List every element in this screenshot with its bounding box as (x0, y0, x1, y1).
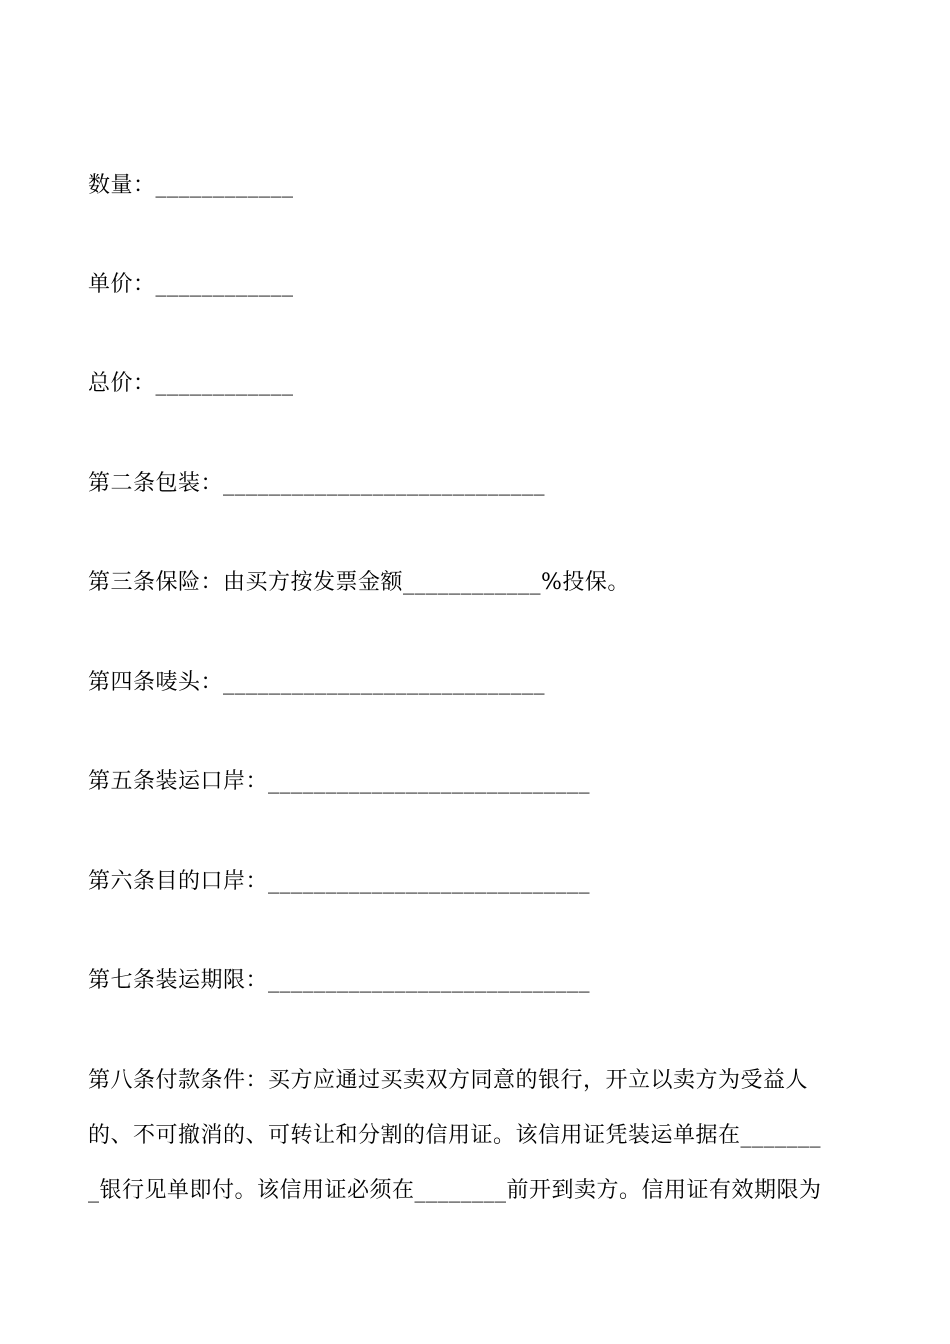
quantity-field: 数量：____________ (88, 173, 294, 198)
payment-line-3: _银行见单即付。该信用证必须在________前开到卖方。信用证有效期限为 (88, 1178, 822, 1203)
article-port-of-loading: 第五条装运口岸：____________________________ (88, 769, 591, 794)
article-time-of-shipment: 第七条装运期限：____________________________ (88, 968, 591, 993)
article-payment-terms (88, 1053, 864, 1218)
total-price-field: 总价：____________ (88, 371, 294, 396)
payment-line-1: 第八条付款条件：买方应通过买卖双方同意的银行，开立以卖方为受益人 (88, 1068, 809, 1093)
unit-price-field: 单价：____________ (88, 272, 294, 297)
article-port-of-destination: 第六条目的口岸：____________________________ (88, 869, 591, 894)
article-packing: 第二条包装：____________________________ (88, 471, 546, 496)
article-insurance: 第三条保险：由买方按发票金额____________%投保。 (88, 570, 630, 595)
payment-line-2: 的、不可撤消的、可转让和分割的信用证。该信用证凭装运单据在_______ (88, 1123, 822, 1148)
article-shipping-mark: 第四条唛头：____________________________ (88, 670, 546, 695)
